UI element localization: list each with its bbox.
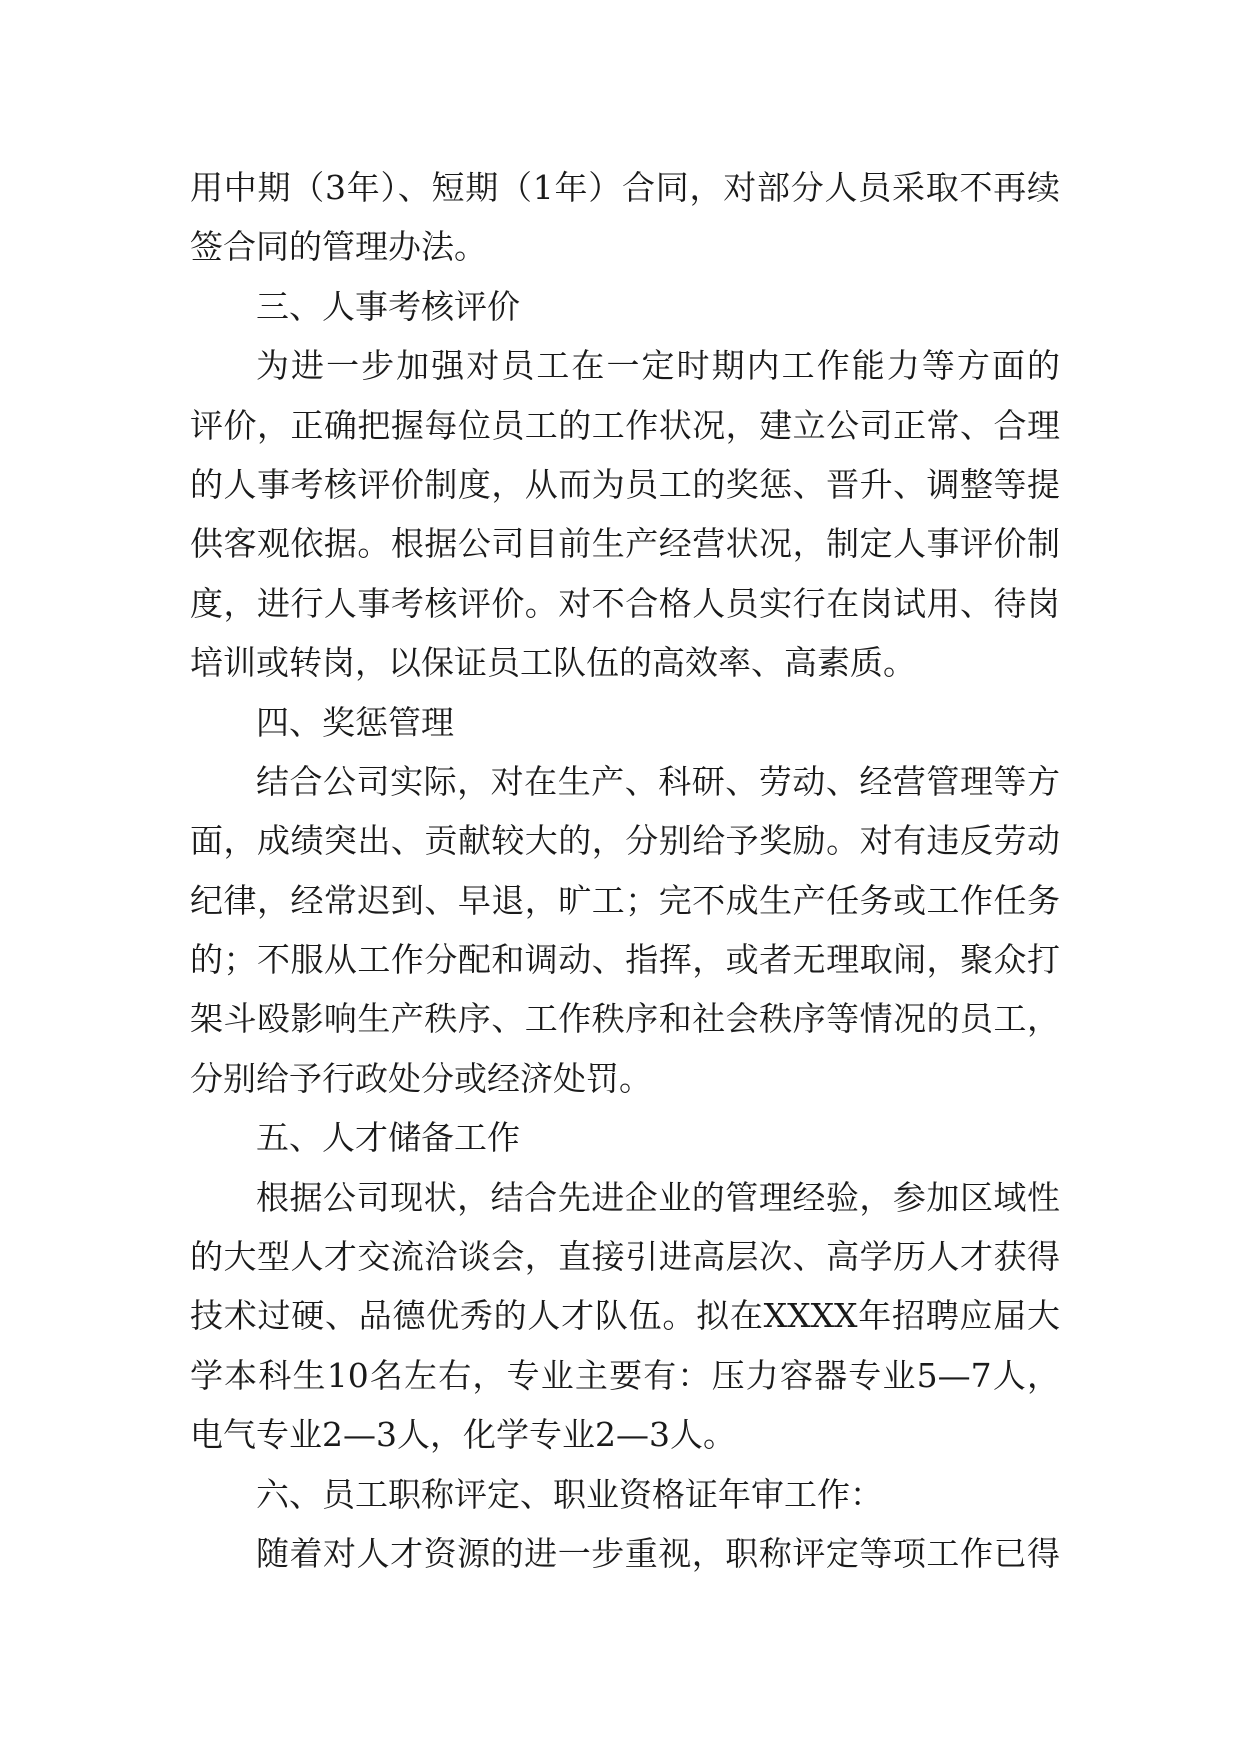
text-line: 四、奖惩管理 bbox=[256, 702, 454, 742]
text-line: 评价，正确把握每位员工的工作状况，建立公司正常、合理 bbox=[190, 405, 1060, 445]
text-line: 结合公司实际，对在生产、科研、劳动、经营管理等方 bbox=[256, 761, 1060, 801]
text-line: 度，进行人事考核评价。对不合格人员实行在岗试用、待岗 bbox=[190, 583, 1060, 623]
text-line: 电气专业2—3人，化学专业2—3人。 bbox=[190, 1415, 736, 1455]
text-line: 的；不服从工作分配和调动、指挥，或者无理取闹，聚众打 bbox=[190, 940, 1060, 980]
text-line: 培训或转岗，以保证员工队伍的高效率、高素质。 bbox=[190, 643, 916, 683]
document-body bbox=[190, 158, 1060, 1583]
text-line: 签合同的管理办法。 bbox=[190, 227, 487, 267]
text-line: 架斗殴影响生产秩序、工作秩序和社会秩序等情况的员工， bbox=[190, 999, 1060, 1039]
text-line: 技术过硬、品德优秀的人才队伍。拟在XXXX年招聘应届大 bbox=[190, 1296, 1060, 1336]
text-line: 的大型人才交流洽谈会，直接引进高层次、高学历人才获得 bbox=[190, 1237, 1060, 1277]
text-line: 的人事考核评价制度，从而为员工的奖惩、晋升、调整等提 bbox=[190, 464, 1060, 504]
text-line: 分别给予行政处分或经济处罚。 bbox=[190, 1058, 652, 1098]
text-line: 五、人才储备工作 bbox=[256, 1118, 520, 1158]
text-line: 用中期（3年）、短期（1年）合同，对部分人员采取不再续 bbox=[190, 168, 1060, 207]
text-line: 随着对人才资源的进一步重视，职称评定等项工作已得 bbox=[256, 1533, 1060, 1573]
text-line: 纪律，经常迟到、早退，旷工；完不成生产任务或工作任务 bbox=[190, 880, 1060, 920]
text-line: 供客观依据。根据公司目前生产经营状况，制定人事评价制 bbox=[190, 524, 1060, 564]
text-line: 面，成绩突出、贡献较大的，分别给予奖励。对有违反劳动 bbox=[190, 821, 1060, 861]
text-line: 为进一步加强对员工在一定时期内工作能力等方面的 bbox=[256, 346, 1060, 386]
text-line: 根据公司现状，结合先进企业的管理经验，参加区域性 bbox=[256, 1177, 1060, 1217]
text-line: 三、人事考核评价 bbox=[256, 286, 520, 326]
text-line: 六、员工职称评定、职业资格证年审工作： bbox=[256, 1474, 883, 1514]
text-line: 学本科生10名左右，专业主要有：压力容器专业5—7人， bbox=[190, 1355, 1060, 1395]
